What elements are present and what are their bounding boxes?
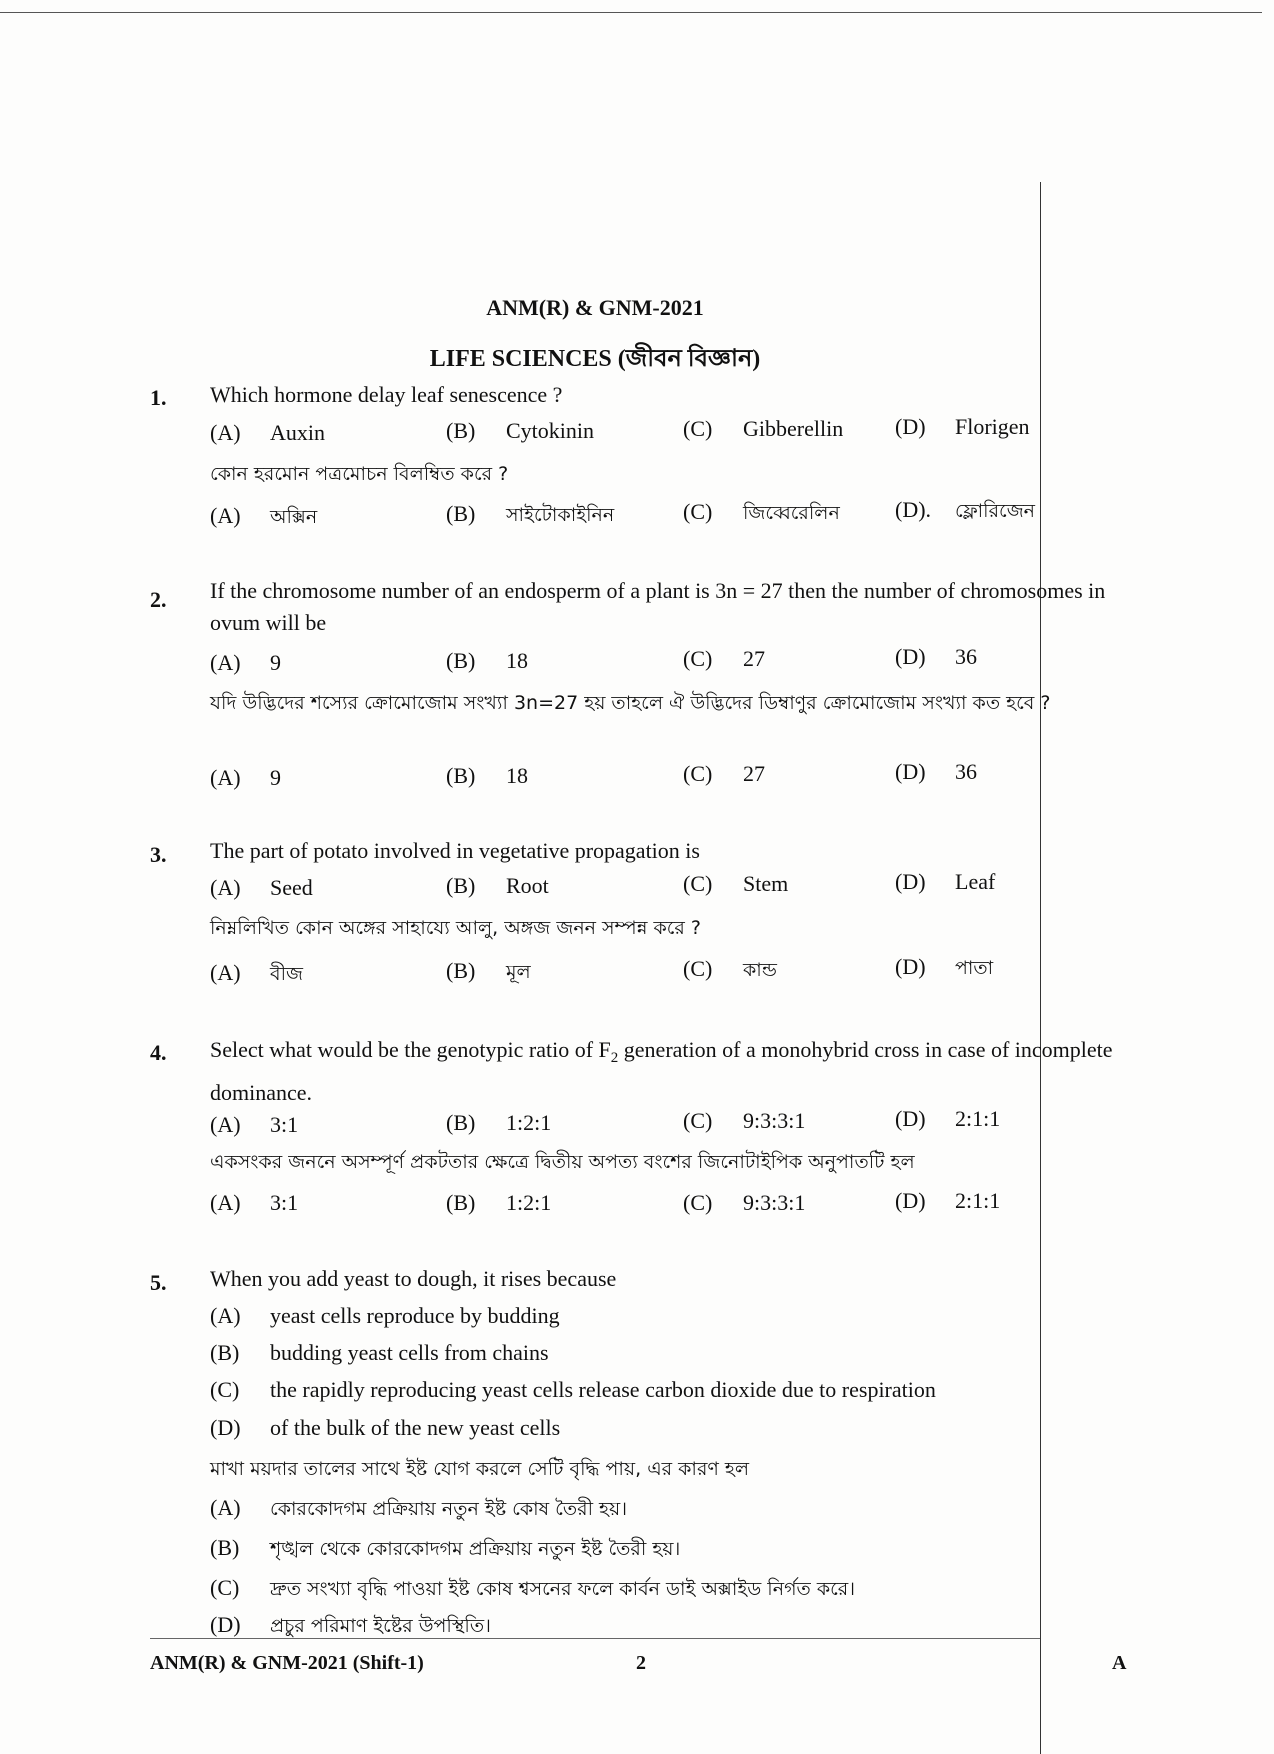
option-d: (D) Leaf	[895, 869, 996, 894]
option-b: (B) 1:2:1	[446, 1110, 552, 1135]
option-d-bn: (D) প্রচুর পরিমাণ ইষ্টের উপস্থিতি।	[210, 1612, 491, 1637]
option-d-bn: (D) 2:1:1	[895, 1188, 1001, 1213]
option-a: (A) Auxin	[210, 420, 325, 445]
question-text-en: When you add yeast to dough, it rises because	[210, 1266, 617, 1291]
option-c-bn: (C) 9:3:3:1	[683, 1190, 806, 1215]
option-b-bn: (B) সাইটোকাইনিন	[446, 501, 615, 526]
option-c: (C) Stem	[683, 871, 789, 896]
option-a-bn: (A) অক্সিন	[210, 503, 318, 528]
option-a: (A) 3:1	[210, 1112, 299, 1137]
question-text-en: Select what would be the genotypic ratio of $F_2$ generation of a monohybrid cross in case of incomplete dominance.	[210, 1037, 1113, 1105]
option-d: (D) of the bulk of the new yeast cells	[210, 1415, 561, 1440]
option-d-bn: (D) 36	[895, 759, 977, 784]
question-number: 5.	[150, 1270, 167, 1295]
option-a-bn: (A) 3:1	[210, 1190, 299, 1215]
option-c: (C) the rapidly reproducing yeast cells release carbon dioxide due to respiration	[210, 1377, 936, 1402]
option-b: (B) Root	[446, 873, 549, 898]
question-number: 2.	[150, 587, 167, 612]
option-b: (B) Cytokinin	[446, 418, 595, 443]
footer-rule	[150, 1638, 1040, 1639]
option-d: (D) 36	[895, 644, 977, 669]
question-number: 4.	[150, 1040, 167, 1065]
question-text-bn: একসংকর জননে অসম্পূর্ণ প্রকটতার ক্ষেত্রে দ্বিতীয় অপত্য বংশের জিনোটাইপিক অনুপাতটি হল	[210, 1151, 915, 1173]
option-c-bn: (C) কান্ড	[683, 956, 777, 981]
option-c-bn: (C) দ্রুত সংখ্যা বৃদ্ধি পাওয়া ইষ্ট কোষ শ্বসনের ফলে কার্বন ডাই অক্সাইড নির্গত করে।	[210, 1575, 856, 1600]
option-b-bn: (B) শৃঙ্খল থেকে কোরকোদগম প্রক্রিয়ায় নতুন ইষ্ট তৈরী হয়।	[210, 1535, 681, 1560]
option-d: (D) Florigen	[895, 414, 1030, 439]
option-d-bn: (D). ফ্লোরিজেন	[895, 497, 1036, 522]
option-b-bn: (B) 18	[446, 763, 528, 788]
option-c: (C) 9:3:3:1	[683, 1108, 806, 1133]
question-text-en: The part of potato involved in vegetative propagation is	[210, 838, 700, 863]
question-text-bn: কোন হরমোন পত্রমোচন বিলম্বিত করে ?	[210, 463, 509, 485]
exam-title: ANM(R) & GNM-2021	[486, 295, 704, 320]
option-a: (A) yeast cells reproduce by budding	[210, 1303, 560, 1328]
question-text-bn: মাখা ময়দার তালের সাথে ইষ্ট যোগ করলে সেটি বৃদ্ধি পায়, এর কারণ হল	[210, 1458, 750, 1480]
option-c: (C) 27	[683, 646, 765, 671]
option-a: (A) Seed	[210, 875, 313, 900]
question-text-en: If the chromosome number of an endosperm of a plant is 3n = 27 then the number of chromosomes in ovum will be	[210, 578, 1106, 635]
option-b: (B) 18	[446, 648, 528, 673]
margin-rule	[1040, 182, 1041, 1754]
question-set-label: A	[1112, 1652, 1127, 1674]
option-a: (A) 9	[210, 650, 281, 675]
subject-heading: LIFE SCIENCES (জীবন বিজ্ঞান)	[429, 346, 761, 372]
option-a-bn: (A) 9	[210, 765, 281, 790]
option-a-bn: (A) বীজ	[210, 960, 304, 985]
option-d-bn: (D) পাতা	[895, 954, 994, 979]
option-c: (C) Gibberellin	[683, 416, 844, 441]
option-c-bn: (C) জিব্বেরেলিন	[683, 499, 840, 524]
question-text-bn: যদি উদ্ভিদের শস্যের ক্রোমোজোম সংখ্যা 3n=27 হয় তাহলে ঐ উদ্ভিদের ডিম্বাণুর ক্রোমোজোম সংখ্যা কত হবে ?	[210, 692, 1051, 714]
question-text-en: Which hormone delay leaf senescence ?	[210, 382, 563, 407]
option-c-bn: (C) 27	[683, 761, 765, 786]
question-text-bn: নিম্নলিখিত কোন অঙ্গের সাহায্যে আলু, অঙ্গজ জনন সম্পন্ন করে ?	[210, 917, 701, 939]
option-a-bn: (A) কোরকোদগম প্রক্রিয়ায় নতুন ইষ্ট কোষ তৈরী হয়।	[210, 1495, 628, 1520]
option-b-bn: (B) 1:2:1	[446, 1190, 552, 1215]
page-number: 2	[636, 1652, 646, 1674]
option-b-bn: (B) মূল	[446, 958, 531, 983]
question-number: 1.	[150, 385, 167, 410]
top-rule	[0, 12, 1262, 13]
question-number: 3.	[150, 842, 167, 867]
option-b: (B) budding yeast cells from chains	[210, 1340, 549, 1365]
footer-exam-label: ANM(R) & GNM-2021 (Shift-1)	[150, 1652, 424, 1674]
option-d: (D) 2:1:1	[895, 1106, 1001, 1131]
